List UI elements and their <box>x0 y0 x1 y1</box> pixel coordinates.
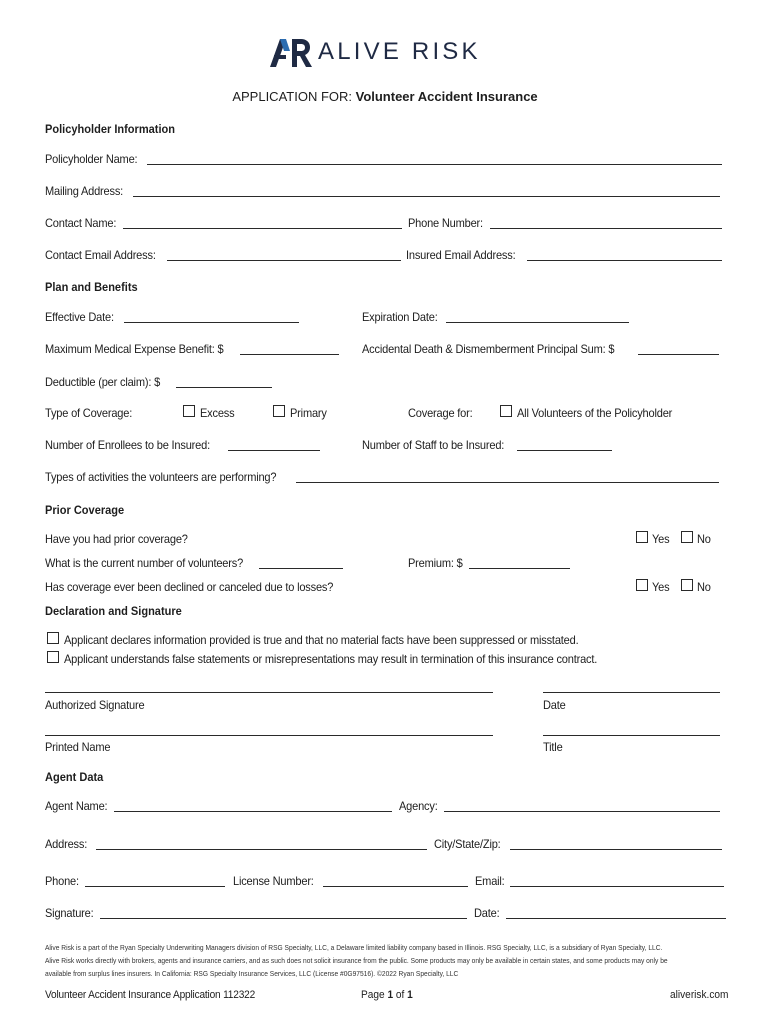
page-title <box>0 89 770 104</box>
had-prior-yes-label: Yes <box>652 532 670 546</box>
activities-label: Types of activities the volunteers are performing? <box>45 470 277 484</box>
had-prior-no-label: No <box>697 532 711 546</box>
title-field[interactable] <box>543 735 720 736</box>
page-prefix: Page <box>361 989 388 1001</box>
all-volunteers-checkbox[interactable] <box>500 405 512 417</box>
page-num: 1 <box>387 989 394 1001</box>
license-number-label: License Number: <box>233 874 314 888</box>
phone-number-label: Phone Number: <box>408 216 483 230</box>
declined-no-label: No <box>697 580 711 594</box>
enrollees-field[interactable] <box>228 450 320 451</box>
footer-website[interactable]: aliverisk.com <box>670 989 729 1001</box>
title-prefix: APPLICATION FOR: <box>232 89 356 104</box>
declined-yes-label: Yes <box>652 580 670 594</box>
max-medical-field[interactable] <box>240 354 339 355</box>
declaration-2-checkbox[interactable] <box>47 651 59 663</box>
activities-field[interactable] <box>296 482 719 483</box>
policyholder-name-label: Policyholder Name: <box>45 152 138 166</box>
add-principal-label: Accidental Death & Dismemberment Principal Sum: $ <box>362 342 615 356</box>
section-agent: Agent Data <box>45 770 104 784</box>
disclaimer-line-1: Alive Risk is a part of the Ryan Specialty Underwriting Managers division of RSG Specialty, LLC, a Delaware limited liability company based in Illinois. RSG Specialty, LLC, is a subsidiary of Ryan Specialty, LLC. <box>45 943 663 952</box>
agent-date-label: Date: <box>474 906 500 920</box>
city-state-zip-field[interactable] <box>510 849 722 850</box>
license-number-field[interactable] <box>323 886 468 887</box>
agency-field[interactable] <box>444 811 720 812</box>
printed-name-field[interactable] <box>45 735 493 736</box>
mailing-address-label: Mailing Address: <box>45 184 124 198</box>
deductible-label: Deductible (per claim): $ <box>45 375 161 389</box>
contact-email-label: Contact Email Address: <box>45 248 156 262</box>
agency-label: Agency: <box>399 799 438 813</box>
section-prior: Prior Coverage <box>45 503 125 517</box>
disclaimer-line-3: available from surplus lines insurers. In California: RSG Specialty Insurance Services, LLC (License #0G97516). ©2022 Ryan Specialty, LLC <box>45 969 459 978</box>
authorized-signature-field[interactable] <box>45 692 493 693</box>
excess-checkbox[interactable] <box>183 405 195 417</box>
primary-label: Primary <box>290 406 327 420</box>
expiration-date-field[interactable] <box>446 322 629 323</box>
staff-label: Number of Staff to be Insured: <box>362 438 505 452</box>
contact-name-field[interactable] <box>123 228 402 229</box>
had-prior-no-checkbox[interactable] <box>681 531 693 543</box>
section-policyholder: Policyholder Information <box>45 122 176 136</box>
email-label: Email: <box>475 874 505 888</box>
signature-date-field[interactable] <box>543 692 720 693</box>
current-volunteers-label: What is the current number of volunteers? <box>45 556 244 570</box>
add-principal-field[interactable] <box>638 354 719 355</box>
phone-field[interactable] <box>85 886 225 887</box>
agent-date-field[interactable] <box>506 918 726 919</box>
mailing-address-field[interactable] <box>133 196 720 197</box>
section-plan: Plan and Benefits <box>45 280 138 294</box>
agent-name-field[interactable] <box>114 811 392 812</box>
premium-label: Premium: $ <box>408 556 463 570</box>
declaration-1-label: Applicant declares information provided is true and that no material facts have been suppressed or misstated. <box>64 633 579 647</box>
primary-checkbox[interactable] <box>273 405 285 417</box>
agent-name-label: Agent Name: <box>45 799 108 813</box>
effective-date-field[interactable] <box>124 322 299 323</box>
city-state-zip-label: City/State/Zip: <box>434 837 501 851</box>
footer-form-name: Volunteer Accident Insurance Application 112322 <box>45 989 256 1001</box>
deductible-field[interactable] <box>176 387 272 388</box>
printed-name-label: Printed Name <box>45 740 111 754</box>
declaration-1-checkbox[interactable] <box>47 632 59 644</box>
brand-logo-mark <box>268 37 312 69</box>
policyholder-name-field[interactable] <box>147 164 722 165</box>
address-field[interactable] <box>96 849 427 850</box>
address-label: Address: <box>45 837 88 851</box>
insured-email-label: Insured Email Address: <box>406 248 516 262</box>
email-field[interactable] <box>510 886 724 887</box>
premium-field[interactable] <box>469 568 570 569</box>
declaration-2-label: Applicant understands false statements or misrepresentations may result in termination of this insurance contract. <box>64 652 598 666</box>
title-label: Title <box>543 740 563 754</box>
agent-signature-label: Signature: <box>45 906 94 920</box>
current-volunteers-field[interactable] <box>259 568 343 569</box>
footer-page-number <box>361 989 413 1001</box>
insured-email-field[interactable] <box>527 260 722 261</box>
agent-signature-field[interactable] <box>100 918 467 919</box>
brand-name: ALIVE RISK <box>318 38 481 65</box>
page-of: of <box>393 989 408 1001</box>
contact-email-field[interactable] <box>167 260 401 261</box>
max-medical-label: Maximum Medical Expense Benefit: $ <box>45 342 224 356</box>
staff-field[interactable] <box>517 450 612 451</box>
section-declaration: Declaration and Signature <box>45 604 182 618</box>
excess-label: Excess <box>200 406 235 420</box>
coverage-for-label: Coverage for: <box>408 406 473 420</box>
brand-logo <box>268 36 508 70</box>
declined-no-checkbox[interactable] <box>681 579 693 591</box>
declined-label: Has coverage ever been declined or canceled due to losses? <box>45 580 334 594</box>
disclaimer-line-2: Alive Risk works directly with brokers, agents and insurance carriers, and as such does not solicit insurance from the public. Some products may only be available in certain states, and some products may only be <box>45 956 668 965</box>
all-volunteers-label: All Volunteers of the Policyholder <box>517 406 673 420</box>
phone-number-field[interactable] <box>490 228 722 229</box>
authorized-signature-label: Authorized Signature <box>45 698 145 712</box>
page-total: 1 <box>407 989 413 1001</box>
had-prior-yes-checkbox[interactable] <box>636 531 648 543</box>
enrollees-label: Number of Enrollees to be Insured: <box>45 438 210 452</box>
phone-label: Phone: <box>45 874 79 888</box>
expiration-date-label: Expiration Date: <box>362 310 438 324</box>
title-bold: Volunteer Accident Insurance <box>355 89 538 104</box>
had-prior-label: Have you had prior coverage? <box>45 532 188 546</box>
effective-date-label: Effective Date: <box>45 310 114 324</box>
type-of-coverage-label: Type of Coverage: <box>45 406 133 420</box>
declined-yes-checkbox[interactable] <box>636 579 648 591</box>
contact-name-label: Contact Name: <box>45 216 117 230</box>
signature-date-label: Date <box>543 698 566 712</box>
